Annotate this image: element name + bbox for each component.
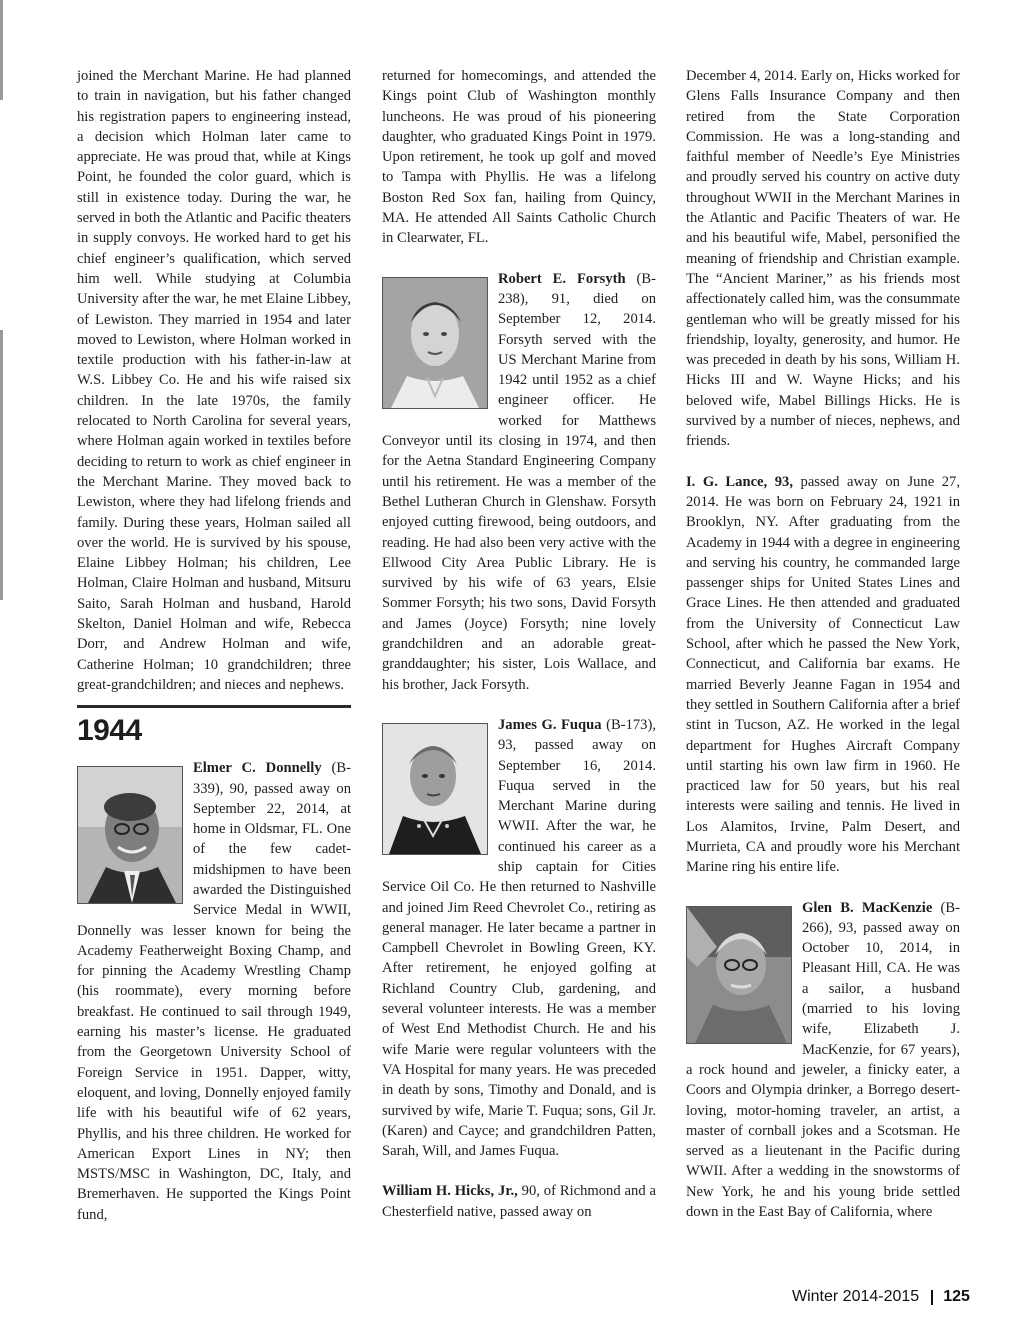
donnelly-text: (B-339), 90, passed away on September 22, 2014, at home in Oldsmar, FL. One of the few cadet-midshipmen to have been awarded the Distinguished Service Medal in WWII, Donnelly was lesser known for being the Academy Featherweight Boxing Champ, and for pinning the Academy Wrestling Champ (his roommate), every morning before breakfast. He continued to sail through 1949, earning his master’s license. He graduated from the Georgetown University School of Foreign Service in 1951. Dapper, witty, eloquent, and loving, Donnelly enjoyed family life with his beautiful wife of 62 years, Phyllis, and his three children. He worked for American Export Lines in NY; then MSTS/MSC in Washington, DC, Italy, and Bremerhaven. He supported the Kings Point fund, <box>77 760 351 1223</box>
lance-name: I. G. Lance, 93, <box>686 473 793 490</box>
lance-text: passed away on June 27, 2014. He was born on February 24, 1921 in Brooklyn, NY. After graduating from the Academy in 1944 with a degree in engineering and serving his country, he commanded large passenger ships for United States Lines and Grace Lines. He then attended and graduated from the University of Connecticut Law School, after which he passed the New York, Connecticut, and California bar exams. He married Beverly Jeanne Fagan in 1954 and they settled in Southern California after a brief stint in Tucson, AZ. He worked in the legal department for Hughes Aircraft Company until starting his own law firm in 1960. He practiced law for 50 years, but his real interests were sailing and tennis. He lived in Los Alamitos, Irvine, Palm Desert, and Murrieta, CA and proudly wore his Merchant Marine ring his entire life. <box>686 473 960 876</box>
donnelly-photo <box>77 766 183 904</box>
hicks-text: 90, of Richmond and a Chesterfield native, passed away on <box>382 1183 656 1220</box>
fuqua-name: James G. Fuqua <box>498 716 602 733</box>
mackenzie-text: (B-266), 93, passed away on October 10, 2014, in Pleasant Hill, CA. He was a sailor, a husband (married to his loving wife, Elizabeth J. MacKenzie, for 67 years), a rock hound and jeweler, a finicky eater, a Coors and Olympia drinker, a Borrego desert-loving, motor-homing traveler, an artist, a master of cornball jokes and a Scotsman. He served as a lieutenant in the Pacific during WWII. After a wedding in the snowstorms of New York, he and his young bride settled down in the East Bay of California, where <box>686 899 960 1221</box>
obituary-forsyth <box>382 269 656 695</box>
hicks-name: William H. Hicks, Jr., <box>382 1183 518 1200</box>
mackenzie-photo <box>686 906 792 1044</box>
obituary-mackenzie <box>686 898 960 1223</box>
obituary-donnelly <box>77 758 351 1225</box>
footer-divider <box>931 1290 933 1305</box>
year-heading-1944: 1944 <box>77 705 351 746</box>
forsyth-text: (B-238), 91, died on September 12, 2014. Forsyth served with the US Merchant Marine from 1942 until 1952 as a chief engineer officer. He worked for Matthews Conveyor until its closing in 1974, and then for the Aetna Standard Engineering Company until his retirement. He was a member of the Bethel Lutheran Church in Glenshaw. Forsyth enjoyed cutting firewood, being outdoors, and reading. He had also been very active with the Ellwood City Area Public Library. He is survived by his wife of 63 years, Elsie Sommer Forsyth; his two sons, David Forsyth and James (Joyce) Forsyth; nine lovely grandchildren and an adorable great-granddaughter; his sister, Lois Wallace, and his brother, Jack Forsyth. <box>382 270 656 693</box>
hicks-obituary-continued: December 4, 2014. Early on, Hicks worked for Glens Falls Insurance Company and then retired from the State Corporation Commission. He was a long-standing and faithful member of Needle’s Eye Ministries and proudly served his country on active duty throughout WWII in the Merchant Marines in the Atlantic and Pacific Theaters of war. He and his beautiful wife, Mabel, personified the meaning of friendship and Christian example. The “Ancient Mariner,” as his friends most affectionately called him, was the consummate gentleman who will be greatly missed for his friendship, loyalty, generosity, and humor. He was preceded in death by his sons, William H. Hicks III and W. Wayne Hicks; and his beloved wife, Mabel Billings Hicks. He is survived by a number of nieces, nephews, and friends. <box>686 68 960 450</box>
fuqua-photo <box>382 723 488 855</box>
obituary-lance <box>686 472 960 878</box>
forsyth-photo <box>382 277 488 409</box>
obituary-hicks <box>382 1181 656 1222</box>
obituary-fuqua <box>382 715 656 1162</box>
donnelly-obituary-continued: returned for homecomings, and attended the Kings point Club of Washington monthly luncheons. He was proud of his pioneering daughter, who graduated Kings Point in 1979. Upon retirement, he took up golf and moved to Tampa with Phyllis. He was a lifelong Boston Red Sox fan, hailing from Quincy, MA. He attended All Saints Catholic Church in Clearwater, FL. <box>382 68 656 247</box>
fuqua-text: (B-173), 93, passed away on September 16, 2014. Fuqua served in the Merchant Marine during WWII. After the war, he continued his career as a ship captain for Cities Service Oil Co. He then returned to Nashville and joined Jim Reed Chevrolet Co., retiring as general manager. He later became a partner in Campbell Chevrolet in Bowling Green, KY. After retirement, he enjoyed golfing at Richland Country Club, gardening, and several volunteer interests. He was a member of West End Methodist Church. He and his wife Marie were regular volunteers with the VA Hospital for many years. He was preceded in death by sons, Timothy and Donald, and is survived by wife, Marie T. Fuqua; sons, Gil Jr. (Karen) and Cayce; and grandchildren Patten, Sarah, Will, and James Fuqua. <box>382 716 656 1160</box>
column-3 <box>686 66 960 1222</box>
mackenzie-name: Glen B. MacKenzie <box>802 899 933 916</box>
forsyth-name: Robert E. Forsyth <box>498 270 626 287</box>
page-edge-mark-middle <box>0 330 3 600</box>
holman-obituary-continued: joined the Merchant Marine. He had planned to train in navigation, but his father changed his registration papers to engineering instead, a decision which Holman later came to appreciate. He was proud that, while at Kings Point, he founded the color guard, which is still in existence today. During the war, he served in both the Atlantic and Pacific theaters in supply convoys. He worked hard to get his chief engineer’s qualification, which served him well. While studying at Columbia University after the war, he met Elaine Libbey, of Lewiston. They married in 1954 and later moved to Lewiston, where Holman worked in textile production with his father-in-law at W.S. Libbey Co. He and his wife raised six children. In the late 1970s, the family relocated to North Carolina for several years, where Holman again worked in textiles before deciding to return to work as chief engineer in the Merchant Marine. They moved back to Lewiston, where they had lifelong friends and family. During these years, Holman sailed all over the world. He is survived by his spouse, Elaine Libbey Holman; his children, Lee Holman, Claire Holman and husband, Mitsuru Saito, Sarah Holman and husband, Harold Skelton, Daniel Holman and wife, Rebecca Dorr, and Andrew Holman and wife, Catherine Holman; 10 grandchildren; three great-grandchildren; and nieces and nephews. <box>77 68 351 693</box>
page-number: 125 <box>943 1288 970 1305</box>
page-edge-mark-top <box>0 0 3 100</box>
column-2 <box>382 66 656 1222</box>
page-footer <box>792 1288 970 1306</box>
column-1 <box>77 66 351 1225</box>
donnelly-name: Elmer C. Donnelly <box>193 760 322 777</box>
issue-label: Winter 2014-2015 <box>792 1288 920 1305</box>
